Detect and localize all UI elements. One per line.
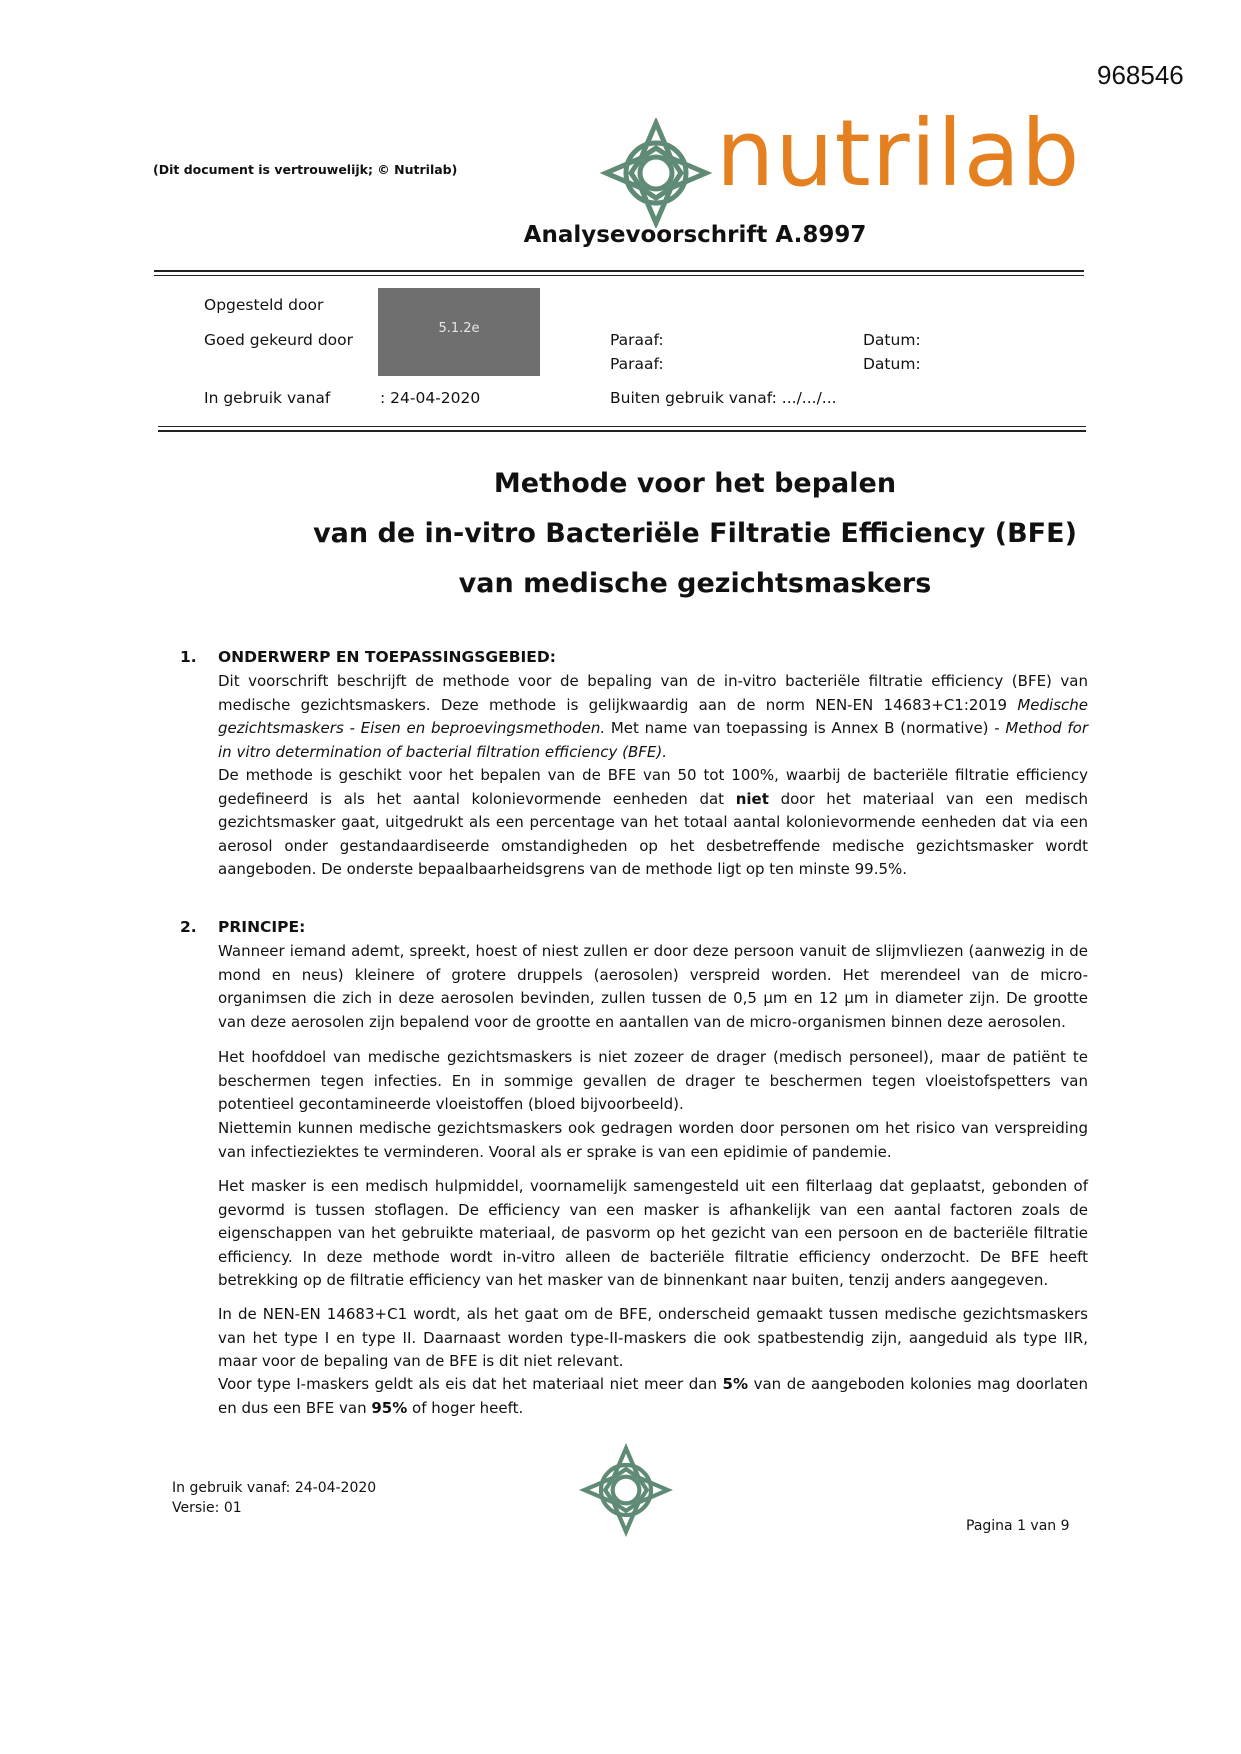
- divider: [158, 426, 1086, 427]
- section-1-number: 1.: [180, 648, 197, 666]
- section-2-paragraph-1: Wanneer iemand ademt, spreekt, hoest of niest zullen er door deze persoon vanuit de slijmvliezen (aanwezig in de mond en neus) kleinere of grotere druppels (aerosolen) verspreid worden. Het merendeel van de micro-organimsen die zich in deze aerosolen bevinden, zullen tussen de 0,5 µm en 12 µm in diameter zijn. De grootte van deze aerosolen zijn bepalend voor de grootte en aantallen van de micro-organismen binnen deze aerosolen.: [218, 942, 1088, 1031]
- in-gebruik-value: : 24-04-2020: [380, 389, 481, 407]
- redaction-code: 5.1.2e: [438, 321, 480, 336]
- confidentiality-note: (Dit document is vertrouwelijk; © Nutrilab): [153, 162, 458, 177]
- divider: [154, 275, 1084, 276]
- section-1-paragraph-2: De methode is geschikt voor het bepalen van de BFE van 50 tot 100%, waarbij de bacteriële filtratie efficiency gedefineerd is als het aantal kolonievormende eenheden dat niet door het materiaal van een medisch gezichtsmasker gaat, uitgedrukt als een percentage van het totaal aantal kolonievormende eenheden dat via een aerosol onder gestandaardiseerde omstandigheden op het desbetreffende medische gezichtsmasker wordt aangeboden. De onderste bepaalbaarheidsgrens van de methode ligt op ten minste 99.5%.: [218, 766, 1088, 878]
- section-1-paragraph-1: Dit voorschrift beschrijft de methode voor de bepaling van de in-vitro bacteriële filtratie efficiency (BFE) van medische gezichtsmaskers. Deze methode is gelijkwaardig aan de norm NEN-EN 14683+C1:2019 Medische gezichtsmaskers - Eisen en beproevingsmethoden. Met name van toepassing is Annex B (normative) - Method for in vitro determination of bacterial filtration efficiency (BFE).: [218, 672, 1088, 761]
- footer-versie: Versie: 01: [172, 1500, 242, 1516]
- datum-1: Datum:: [863, 331, 921, 349]
- section-2-paragraph-4: Het masker is een medisch hulpmiddel, voornamelijk samengesteld uit een filterlaag dat geplaatst, gebonden of gevormd is tussen stoflagen. De efficiency van een masker is afhankelijk van een aantal factoren zoals de eigenschappen van het gebruikte materiaal, de pasvorm op het gezicht van een persoon en de bacteriële filtratie efficiency. In deze methode wordt in-vitro alleen de bacteriële filtratie efficiency onderzocht. De BFE heeft betrekking op de filtratie efficiency van het masker van de binnenkant naar buiten, tenzij anders aangegeven.: [218, 1177, 1088, 1289]
- section-2-paragraph-3: Niettemin kunnen medische gezichtsmaskers ook gedragen worden door personen om het risico van verspreiding van infectieziektes te verminderen. Vooral als er sprake is van een epidimie of pandemie.: [218, 1119, 1088, 1161]
- divider: [158, 430, 1086, 432]
- footer-pagina: Pagina 1 van 9: [966, 1518, 1070, 1534]
- redaction-block: [378, 288, 540, 376]
- opgesteld-label: Opgesteld door: [204, 296, 324, 314]
- footer-emblem: [576, 1440, 676, 1544]
- paraaf-1: Paraaf:: [610, 331, 664, 349]
- nutrilab-emblem-icon: [576, 1440, 676, 1540]
- paraaf-2: Paraaf:: [610, 355, 664, 373]
- section-2-paragraph-2: Het hoofddoel van medische gezichtsmaskers is niet zozeer de drager (medisch personeel), maar de patiënt te beschermen tegen infecties. En in sommige gevallen de drager te beschermen tegen vloeistofspetters van potentieel gecontamineerde vloeistoffen (bloed bijvoorbeeld).: [218, 1048, 1088, 1113]
- heading-line-1: Methode voor het bepalen: [493, 468, 897, 499]
- goedgekeurd-label: Goed gekeurd door: [204, 331, 353, 349]
- divider: [154, 270, 1084, 272]
- heading-line-2: van de in-vitro Bacteriële Filtratie Efficiency (BFE): [313, 518, 1077, 549]
- buiten-gebruik: Buiten gebruik vanaf: .../.../...: [610, 389, 837, 407]
- datum-2: Datum:: [863, 355, 921, 373]
- logo-wordmark: nutrilab: [716, 100, 1081, 207]
- footer-in-gebruik: In gebruik vanaf: 24-04-2020: [172, 1480, 377, 1496]
- section-2-number: 2.: [180, 918, 197, 936]
- nutrilab-logo: [596, 100, 1081, 228]
- nutrilab-emblem-icon: [596, 118, 716, 228]
- heading-line-3: van medische gezichtsmaskers: [458, 568, 932, 599]
- document-title: Analysevoorschrift A.8997: [523, 222, 867, 248]
- section-2-paragraph-5: In de NEN-EN 14683+C1 wordt, als het gaat om de BFE, onderscheid gemaakt tussen medische gezichtsmaskers van het type I en type II. Daarnaast worden type-II-maskers die ook spatbestendig zijn, aangeduid als type IIR, maar voor de bepaling van de BFE is dit niet relevant.: [218, 1305, 1088, 1370]
- section-2-paragraph-6: Voor type I-maskers geldt als eis dat het materiaal niet meer dan 5% van de aangeboden kolonies mag doorlaten en dus een BFE van 95% of hoger heeft.: [218, 1375, 1088, 1417]
- section-1-title: ONDERWERP EN TOEPASSINGSGEBIED:: [218, 648, 556, 666]
- document-number: 968546: [1097, 60, 1184, 90]
- section-2-title: PRINCIPE:: [218, 918, 306, 936]
- in-gebruik-label: In gebruik vanaf: [204, 389, 331, 407]
